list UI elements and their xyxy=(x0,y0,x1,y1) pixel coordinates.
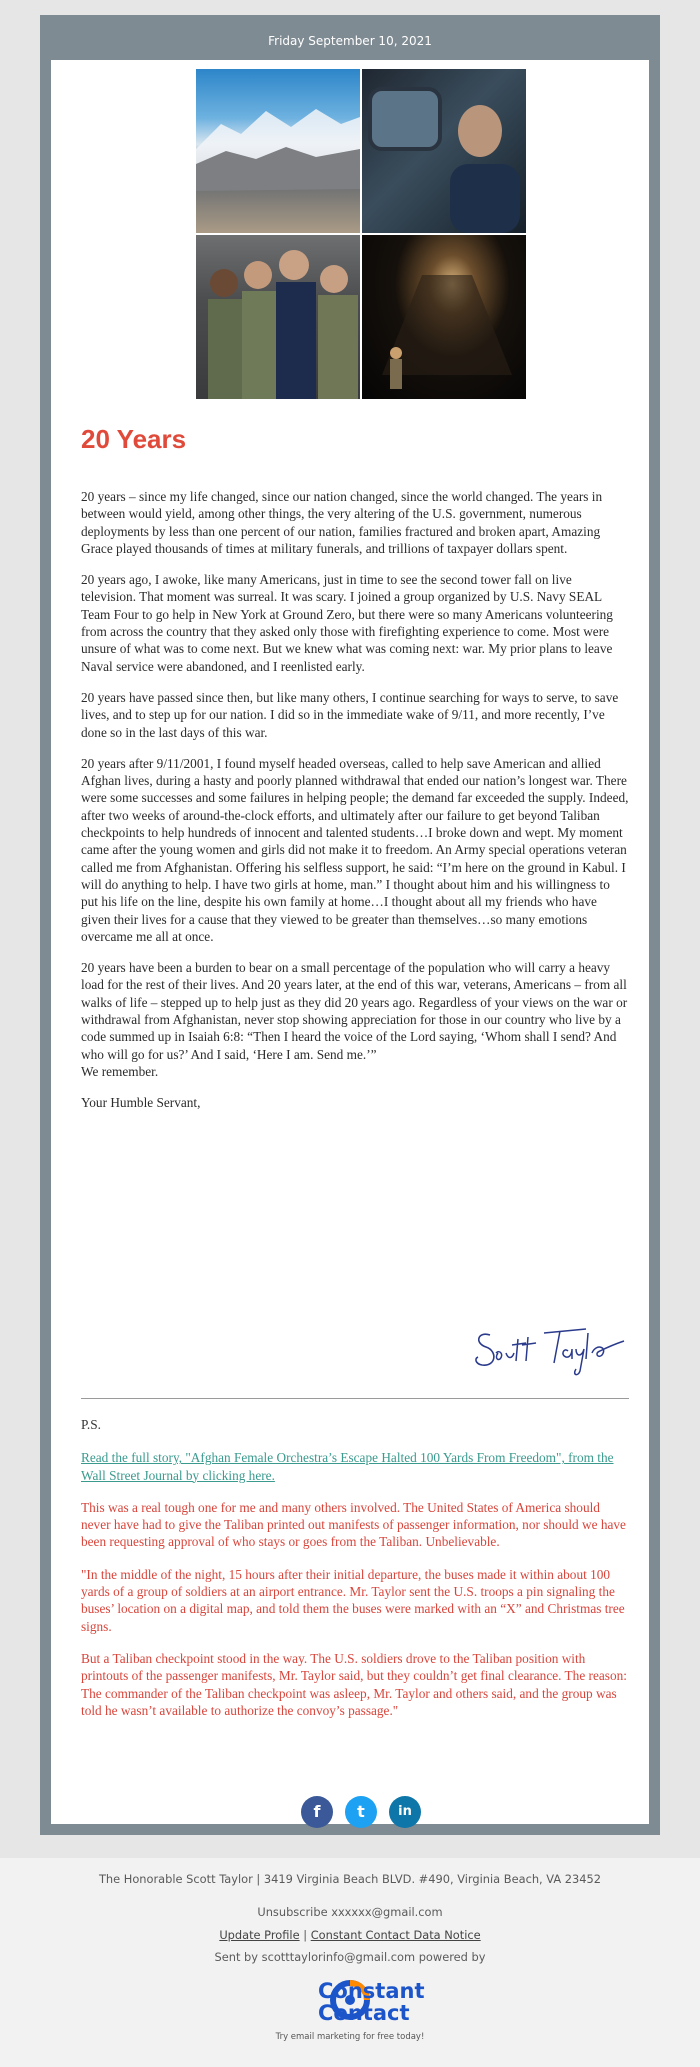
email-date: Friday September 10, 2021 xyxy=(268,34,432,48)
signoff: Your Humble Servant, xyxy=(81,1095,201,1111)
footer-links xyxy=(0,1928,700,1942)
ps-quote: "In the middle of the night, 15 hours after their initial departure, the buses made it within about 100 yards of a group of soldiers at an airport entrance. Mr. Taylor sent the U.S. troops a pin signaling the buses’ location on a digital map, and told them the buses were marked with an “X” and Christmas tree signs. xyxy=(81,1566,625,1634)
constant-contact-wordmark xyxy=(318,1980,425,2024)
unsubscribe-link[interactable]: Unsubscribe xxxxxx@gmail.com xyxy=(257,1905,443,1919)
email-card xyxy=(51,60,649,1824)
article-paragraph: 20 years ago, I awoke, like many Americans, just in time to see the second tower fall on live television. That moment was surreal. It was scary. I joined a group organized by U.S. Navy SEAL Team Four to go help in New York at Ground Zero, but there were so many Americans volunteering from across the country that they asked only those with firefighting experience to come. Most were unsure of what was to come next. But we knew what was coming next: war. My prior plans to leave Naval service were abandoned, and I reenlisted early. xyxy=(81,572,613,674)
twitter-icon[interactable]: t xyxy=(345,1796,377,1828)
divider xyxy=(81,1398,629,1399)
article-paragraph: 20 years after 9/11/2001, I found myself headed overseas, called to help save American and allied Afghan lives, during a hasty and poorly planned withdrawal that ended our nation’s longest war. There were some successes and some failures in helping people; the demand far exceeded the supply. Indeed, after two weeks of around-the-clock efforts, and ultimately after our failure to get beyond Taliban checkpoints to help hundreds of innocent and talented students…I broke down and wept. My moment came after the young women and girls did not make it to freedom. An Army special operations veteran called me from Afghanistan. Offering his selfless support, he said: “I’m here on the ground in Kabul. I will do anything to help. I have two girls at home, man.” I thought about him and his willingness to put his life on the line, despite his own family at home…I thought about all my friends who have given their lives for a cause that they viewed to be greater than themselves…so many emotions overcame me all at once. xyxy=(81,755,629,944)
photo-helicopter-window xyxy=(362,69,526,233)
update-profile-link[interactable]: Update Profile xyxy=(219,1928,300,1942)
brand-line1: Constant xyxy=(318,1979,425,2003)
closing-line: We remember. xyxy=(81,1063,159,1079)
wsj-story-link[interactable]: Read the full story, "Afghan Female Orchestra’s Escape Halted 100 Yards From Freedom", from the Wall Street Journal by clicking here. xyxy=(81,1450,614,1483)
article-paragraph: 20 years have passed since then, but like many others, I continue searching for ways to serve, to save lives, and to step up for our nation. I did so in the immediate wake of 9/11, and more recently, I’ve done so in the last days of this war. xyxy=(81,689,619,740)
article-paragraph: 20 years have been a burden to bear on a small percentage of the population who will carry a heavy load for the rest of their lives. And 20 years later, at the end of this war, veterans, Americans – from all walks of life – stepped up to help just as they did 20 years ago. Regardless of your views on the war or withdrawal from Afghanistan, never stop showing appreciation for those in our country who live by a code summed up in Isaiah 6:8: “Then I heard the voice of the Lord saying, ‘Whom shall I send? And who will go for us?’ And I said, ‘Here I am. Send me.’” xyxy=(81,960,628,1062)
data-notice-link[interactable]: Constant Contact Data Notice xyxy=(310,1928,481,1942)
ps-label: P.S. xyxy=(81,1417,101,1432)
article-title: 20 Years xyxy=(81,424,187,454)
postscript xyxy=(81,1416,629,1734)
brand-line2: Contact xyxy=(318,2001,410,2025)
sender-address: The Honorable Scott Taylor | 3419 Virginia Beach BLVD. #490, Virginia Beach, VA 23452 xyxy=(98,1872,602,1886)
footer-separator: | xyxy=(303,1928,308,1942)
photo-night-aircraft xyxy=(362,235,526,399)
constant-contact-logo[interactable] xyxy=(270,1978,430,2026)
photo-group xyxy=(196,235,360,399)
article-paragraph: 20 years – since my life changed, since our nation changed, since the world changed. The years in between would yield, among other things, the very altering of the U.S. government, numerous deployments by less than one percent of our nation, families fractured and broken apart, Amazing Grace played thousands of times at military funerals, and trillions of taxpayer dollars spent. xyxy=(81,489,603,556)
facebook-icon[interactable]: f xyxy=(301,1796,333,1828)
tagline[interactable]: Try email marketing for free today! xyxy=(275,2032,425,2042)
ps-quote: But a Taliban checkpoint stood in the way. The U.S. soldiers drove to the Taliban position with printouts of the passenger manifests, Mr. Taylor said, but they couldn’t get final clearance. The reason: The commander of the Taliban checkpoint was asleep, Mr. Taylor and others said, and the group was told he wasn’t available to authorize the convoy’s passage." xyxy=(81,1650,627,1718)
email-footer xyxy=(0,1858,700,2067)
sent-by: Sent by scotttaylorinfo@gmail.com powered by xyxy=(214,1950,486,1964)
ps-paragraph: This was a real tough one for me and many others involved. The United States of America should never have had to give the Taliban printed out manifests of passenger information, nor should we have been requesting approval of who stays or goes from the Taliban. Unbelievable. xyxy=(81,1499,626,1550)
photo-mountains xyxy=(196,69,360,233)
photo-collage xyxy=(196,69,526,399)
social-links xyxy=(301,1796,421,1828)
email-frame xyxy=(40,15,660,1835)
article-body xyxy=(81,488,629,1126)
linkedin-icon[interactable]: in xyxy=(389,1796,421,1828)
handwritten-signature xyxy=(468,1313,628,1383)
